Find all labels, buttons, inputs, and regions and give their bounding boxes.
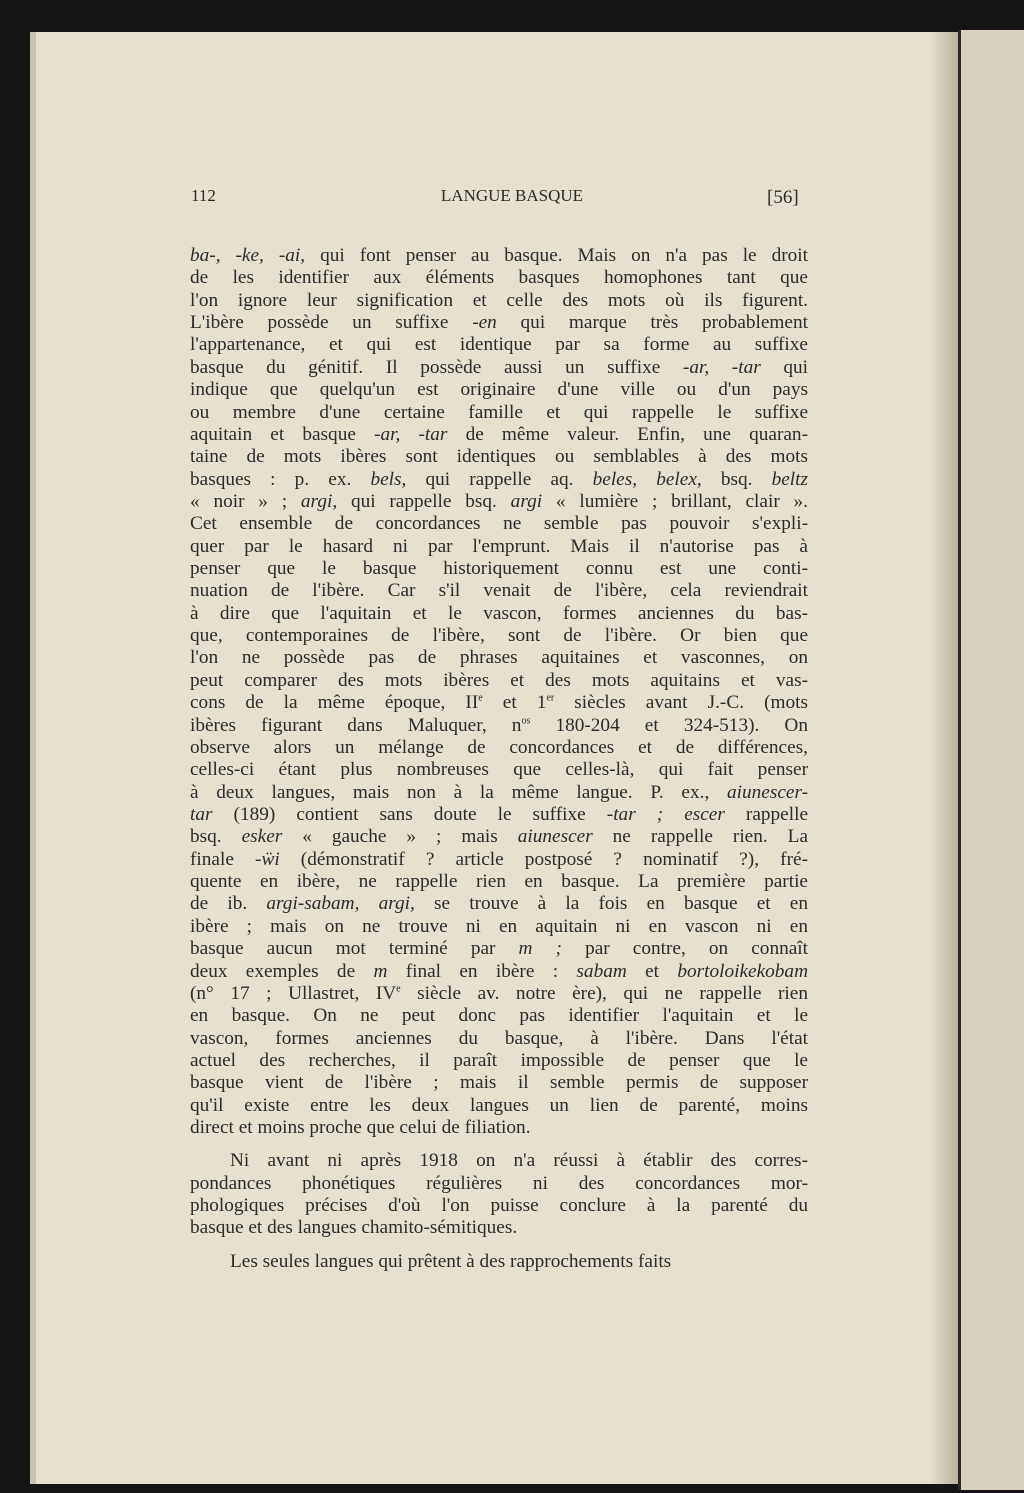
text-line: [190, 1173, 808, 1195]
italic-term: -en: [472, 312, 497, 334]
body-text: [190, 245, 808, 1273]
text-line: [190, 1195, 808, 1217]
text-run: « lumière ; brillant, clair ».: [542, 490, 808, 512]
text-run: quente en ibère, ne rappelle rien en basque. La première partie: [190, 871, 808, 893]
italic-term: argi,: [300, 490, 338, 512]
text-line: [190, 849, 808, 871]
text-run: Les seules langues qui prêtent à des rapprochements faits: [230, 1250, 672, 1272]
text-run: l'on ignore leur signification et celle des mots où ils figurent.: [190, 289, 808, 311]
italic-term: sabam: [576, 960, 627, 982]
text-run: ou membre d'une certaine famille et qui rappelle le suffixe: [190, 401, 808, 423]
italic-term: bels,: [370, 468, 407, 490]
text-run: de même valeur. Enfin, une quaran-: [447, 423, 808, 445]
text-line: [190, 379, 808, 401]
text-run: de les identifier aux éléments basques homophones tant que: [190, 267, 808, 289]
text-line: [190, 692, 808, 714]
text-line: [190, 983, 808, 1005]
text-run: à dire que l'aquitain et le vascon, formes anciennes du bas-: [190, 602, 808, 624]
text-run: se trouve à la fois en basque et en: [414, 893, 808, 915]
text-line: [190, 938, 808, 960]
text-run: par contre, on connaît: [561, 938, 808, 960]
superscript: e: [396, 983, 401, 995]
text-run: qui font penser au basque. Mais on n'a pas le droit: [305, 245, 809, 266]
italic-term: beles, belex,: [592, 468, 702, 490]
text-run: que, contemporaines de l'ibère, sont de l'ibère. Or bien que: [190, 625, 808, 647]
italic-term: m: [373, 960, 388, 982]
text-run: siècles avant J.-C. (mots: [554, 692, 808, 714]
italic-term: aiunescer: [517, 826, 593, 848]
page-gutter: [930, 32, 958, 1484]
text-line: [190, 245, 808, 267]
text-run: et: [626, 960, 678, 982]
text-line: [190, 1050, 808, 1072]
facing-page-edge: [958, 30, 1024, 1490]
text-run: basque aucun mot terminé par: [190, 938, 519, 960]
text-line: [190, 1150, 808, 1172]
text-run: ne rappelle rien. La: [592, 826, 808, 848]
italic-term: argi: [510, 490, 543, 512]
text-run: peut comparer des mots ibères et des mots aquitains et vas-: [190, 669, 808, 691]
text-line: [190, 893, 808, 915]
italic-term: esker: [241, 826, 283, 848]
text-run: taine de mots ibères sont identiques ou semblables à des mots: [190, 446, 808, 468]
text-line: [190, 961, 808, 983]
text-run: finale: [190, 848, 256, 870]
paragraph-gap: [190, 1240, 808, 1251]
page-number: 112: [191, 186, 216, 205]
text-run: en basque. On ne peut donc pas identifier l'aquitain et le: [190, 1005, 808, 1027]
text-run: (189) contient sans doute le suffixe: [212, 803, 607, 825]
text-run: bsq.: [701, 468, 772, 490]
text-line: [190, 737, 808, 759]
text-run: Ni avant ni après 1918 on n'a réussi à établir des corres-: [230, 1150, 808, 1172]
text-run: l'on ne possède pas de phrases aquitaines et vasconnes, on: [190, 647, 808, 669]
superscript: er: [546, 692, 555, 704]
text-run: cons de la même époque, II: [190, 692, 479, 714]
text-run: Cet ensemble de concordances ne semble pas pouvoir s'expli-: [190, 513, 808, 535]
text-run: (démonstratif ? article postposé ? nominatif ?), fré-: [279, 848, 808, 870]
text-line: [190, 1095, 808, 1117]
text-run: deux exemples de: [190, 960, 374, 982]
italic-term: bortoloikekobam: [677, 960, 809, 982]
italic-term: tar: [190, 803, 213, 825]
text-line: [190, 491, 808, 513]
text-line: [190, 357, 808, 379]
text-run: vascon, formes anciennes du basque, à l'ibère. Dans l'état: [190, 1027, 808, 1049]
text-line: [190, 580, 808, 602]
text-line: [190, 625, 808, 647]
italic-term: -ar, -tar: [374, 423, 448, 445]
text-line: [190, 536, 808, 558]
text-line: [190, 782, 808, 804]
text-line: [190, 312, 808, 334]
text-run: de ib.: [190, 893, 267, 915]
text-run: ibère ; mais on ne trouve ni en aquitain ni en vascon ni en: [190, 915, 808, 937]
text-line: [190, 826, 808, 848]
text-run: qui: [760, 356, 808, 378]
text-line: [190, 647, 808, 669]
text-run: qui rappelle aq.: [406, 468, 593, 490]
text-run: l'appartenance, et qui est identique par sa forme au suffixe: [190, 334, 808, 356]
text-run: qu'il existe entre les deux langues un lien de parenté, moins: [190, 1094, 808, 1116]
text-run: final en ibère :: [387, 960, 577, 982]
text-line: [190, 1117, 808, 1139]
text-run: ibères figurant dans Maluquer, n: [190, 714, 522, 736]
text-line: [190, 759, 808, 781]
text-line: [190, 715, 808, 737]
text-run: actuel des recherches, il paraît impossible de penser que le: [190, 1049, 808, 1071]
text-line: [190, 916, 808, 938]
text-run: nuation de l'ibère. Car s'il venait de l'ibère, cela reviendrait: [190, 580, 808, 602]
text-line: [190, 402, 808, 424]
text-run: quer par le hasard ni par l'emprunt. Mais il n'autorise pas à: [190, 535, 808, 557]
text-line: [190, 558, 808, 580]
italic-term: -tar ; escer: [606, 803, 725, 825]
text-line: [190, 446, 808, 468]
text-run: aquitain et basque: [190, 423, 375, 445]
text-line: [190, 290, 808, 312]
superscript: e: [478, 692, 483, 704]
text-run: 180-204 et 324-513). On: [530, 714, 808, 736]
text-run: qui rappelle bsq.: [337, 490, 511, 512]
text-line: [190, 1251, 808, 1273]
text-run: basque du génitif. Il possède aussi un suffixe: [190, 356, 683, 378]
text-line: [190, 513, 808, 535]
text-line: [190, 1005, 808, 1027]
text-run: L'ibère possède un suffixe: [190, 312, 473, 334]
italic-term: beltz: [771, 468, 809, 490]
text-run: indique que quelqu'un est originaire d'une ville ou d'un pays: [190, 379, 808, 401]
text-line: [190, 670, 808, 692]
italic-term: argi-sabam, argi,: [266, 893, 415, 915]
italic-term: aiunescer-: [727, 781, 808, 803]
running-title: LANGUE BASQUE: [440, 186, 584, 205]
text-line: [190, 603, 808, 625]
italic-term: ba-, -ke, -ai,: [190, 245, 306, 266]
text-run: rappelle: [724, 803, 808, 825]
text-line: [190, 334, 808, 356]
text-run: bsq.: [190, 826, 242, 848]
text-run: pondances phonétiques régulières ni des concordances mor-: [190, 1172, 808, 1194]
italic-term: -ar, -tar: [682, 356, 761, 378]
text-line: [190, 871, 808, 893]
text-run: « noir » ;: [190, 490, 301, 512]
text-line: [190, 424, 808, 446]
text-line: [190, 469, 808, 491]
text-run: (n° 17 ; Ullastret, IV: [190, 982, 397, 1004]
text-line: [190, 1072, 808, 1094]
text-run: penser que le basque historiquement connu est une conti-: [190, 558, 808, 580]
text-run: basque et des langues chamito-sémitiques.: [190, 1217, 518, 1239]
superscript: os: [521, 715, 531, 727]
text-line: [190, 267, 808, 289]
text-run: qui marque très probablement: [496, 312, 808, 334]
section-number: [56]: [767, 187, 799, 208]
italic-term: -ẅi: [255, 848, 280, 870]
italic-term: m ;: [518, 938, 562, 960]
text-run: celles-ci étant plus nombreuses que celles-là, qui fait penser: [190, 759, 808, 781]
text-run: direct et moins proche que celui de filiation.: [190, 1117, 531, 1139]
text-run: basque vient de l'ibère ; mais il semble permis de supposer: [190, 1072, 808, 1094]
text-line: [190, 1217, 808, 1239]
text-run: et 1: [482, 692, 547, 714]
paragraph-gap: [190, 1139, 808, 1150]
text-run: siècle av. notre ère), qui ne rappelle rien: [400, 982, 808, 1004]
text-run: à deux langues, mais non à la même langue. P. ex.,: [190, 781, 727, 803]
text-line: [190, 1028, 808, 1050]
text-line: [190, 804, 808, 826]
text-run: basques : p. ex.: [190, 468, 371, 490]
text-run: « gauche » ; mais: [282, 826, 518, 848]
text-run: observe alors un mélange de concordances et de différences,: [190, 736, 808, 758]
text-run: phologiques précises d'où l'on puisse conclure à la parenté du: [190, 1195, 808, 1217]
